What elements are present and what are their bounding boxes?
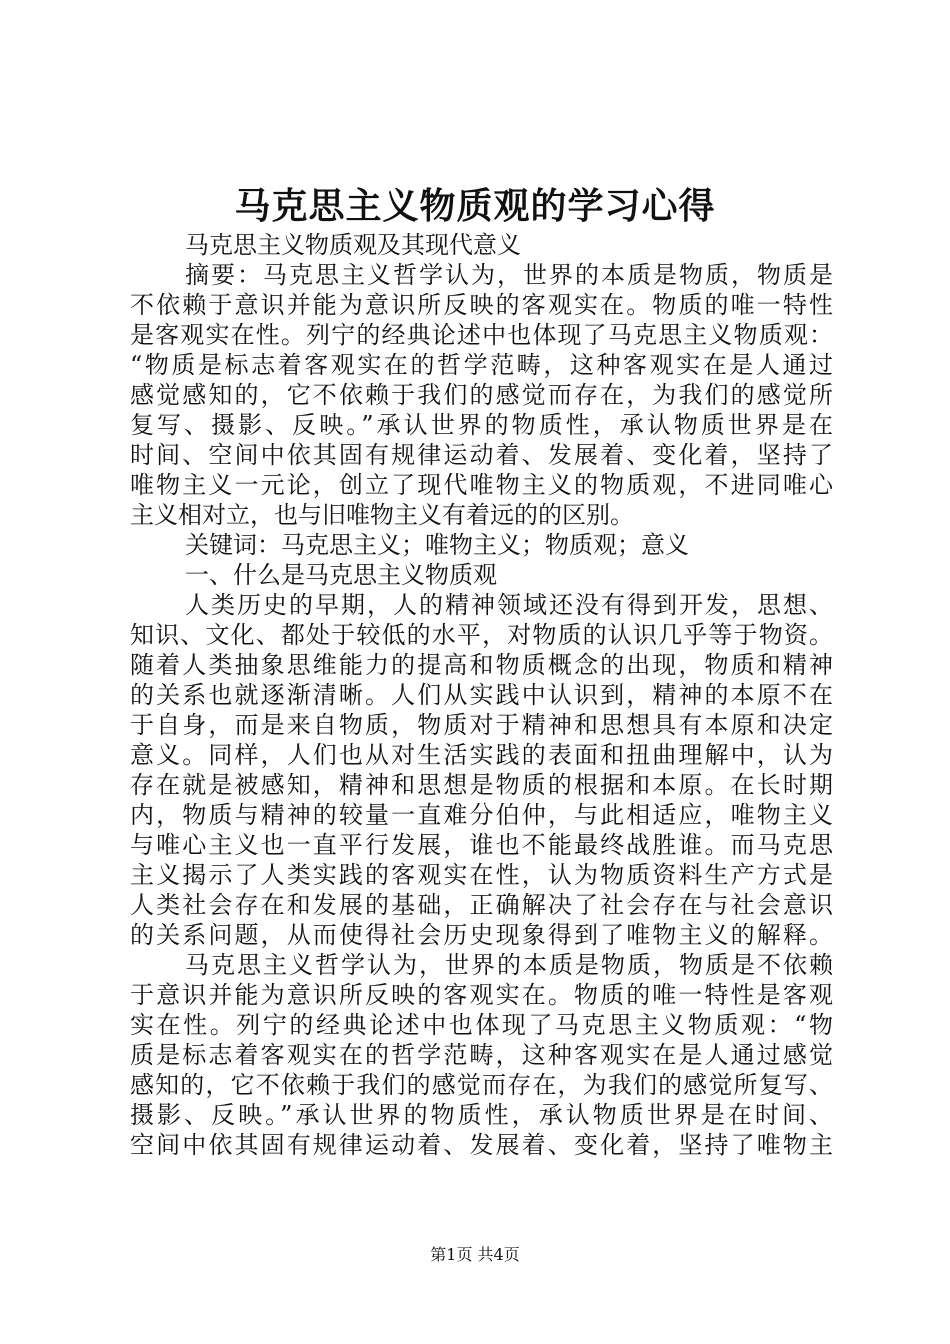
body-text-line: 知识、文化、都处于较低的水平，对物质的认识几乎等于物资。: [130, 621, 833, 649]
body-text-line: 主义揭示了人类实践的客观实在性，认为物质资料生产方式是: [130, 861, 833, 889]
body-text-line: 的关系也就逐渐清晰。人们从实践中认识到，精神的本原不在: [130, 681, 833, 709]
body-text-line: 是客观实在性。列宁的经典论述中也体现了马克思主义物质观：: [130, 321, 833, 349]
body-text-line: 随着人类抽象思维能力的提高和物质概念的出现，物质和精神: [130, 651, 833, 679]
body-text-line: 意义。同样，人们也从对生活实践的表面和扭曲理解中，认为: [130, 741, 833, 769]
body-text-line: 主义相对立，也与旧唯物主义有着远的的区别。: [130, 501, 634, 529]
body-text-line: 质是标志着客观实在的哲学范畴，这种客观实在是人通过感觉: [130, 1041, 833, 1069]
body-text-line: 唯物主义一元论，创立了现代唯物主义的物质观，不进同唯心: [130, 471, 833, 499]
body-text-line: 摘要：马克思主义哲学认为，世界的本质是物质，物质是: [185, 261, 833, 289]
body-text-line: 马克思主义物质观及其现代意义: [185, 231, 521, 259]
body-text-line: 复写、摄影、反映。”承认世界的物质性，承认物质世界是在: [130, 411, 833, 439]
body-text-line: 于自身，而是来自物质，物质对于精神和思想具有本原和决定: [130, 711, 833, 739]
body-text-line: 存在就是被感知，精神和思想是物质的根据和本原。在长时期: [130, 771, 833, 799]
body-text-line: 于意识并能为意识所反映的客观实在。物质的唯一特性是客观: [130, 981, 833, 1009]
body-text-line: 摄影、反映。”承认世界的物质性，承认物质世界是在时间、: [130, 1101, 833, 1129]
body-text-line: 感觉感知的，它不依赖于我们的感觉而存在，为我们的感觉所: [130, 381, 833, 409]
body-text-line: 关键词：马克思主义；唯物主义；物质观；意义: [185, 531, 689, 559]
body-text-line: 与唯心主义也一直平行发展，谁也不能最终战胜谁。而马克思: [130, 831, 833, 859]
body-text-line: 实在性。列宁的经典论述中也体现了马克思主义物质观：“物: [130, 1011, 833, 1039]
body-text-line: 内，物质与精神的较量一直难分伯仲，与此相适应，唯物主义: [130, 801, 833, 829]
body-text-line: 感知的，它不依赖于我们的感觉而存在，为我们的感觉所复写、: [130, 1071, 833, 1099]
body-text-line: 不依赖于意识并能为意识所反映的客观实在。物质的唯一特性: [130, 291, 833, 319]
body-text-line: 马克思主义哲学认为，世界的本质是物质，物质是不依赖: [185, 951, 833, 979]
body-text-line: 的关系问题，从而使得社会历史现象得到了唯物主义的解释。: [130, 921, 833, 949]
page-footer: 第1页 共4页: [430, 1245, 520, 1264]
body-text-line: 时间、空间中依其固有规律运动着、发展着、变化着，坚持了: [130, 441, 833, 469]
document-body: [130, 230, 833, 1160]
body-text-line: 人类历史的早期，人的精神领域还没有得到开发，思想、: [185, 591, 833, 619]
body-text-line: 人类社会存在和发展的基础，正确解决了社会存在与社会意识: [130, 891, 833, 919]
body-text-line: “物质是标志着客观实在的哲学范畴，这种客观实在是人通过: [130, 351, 833, 379]
document-title: 马克思主义物质观的学习心得: [234, 186, 716, 227]
body-text-line: 一、什么是马克思主义物质观: [185, 561, 497, 589]
body-text-line: 空间中依其固有规律运动着、发展着、变化着，坚持了唯物主: [130, 1131, 833, 1159]
